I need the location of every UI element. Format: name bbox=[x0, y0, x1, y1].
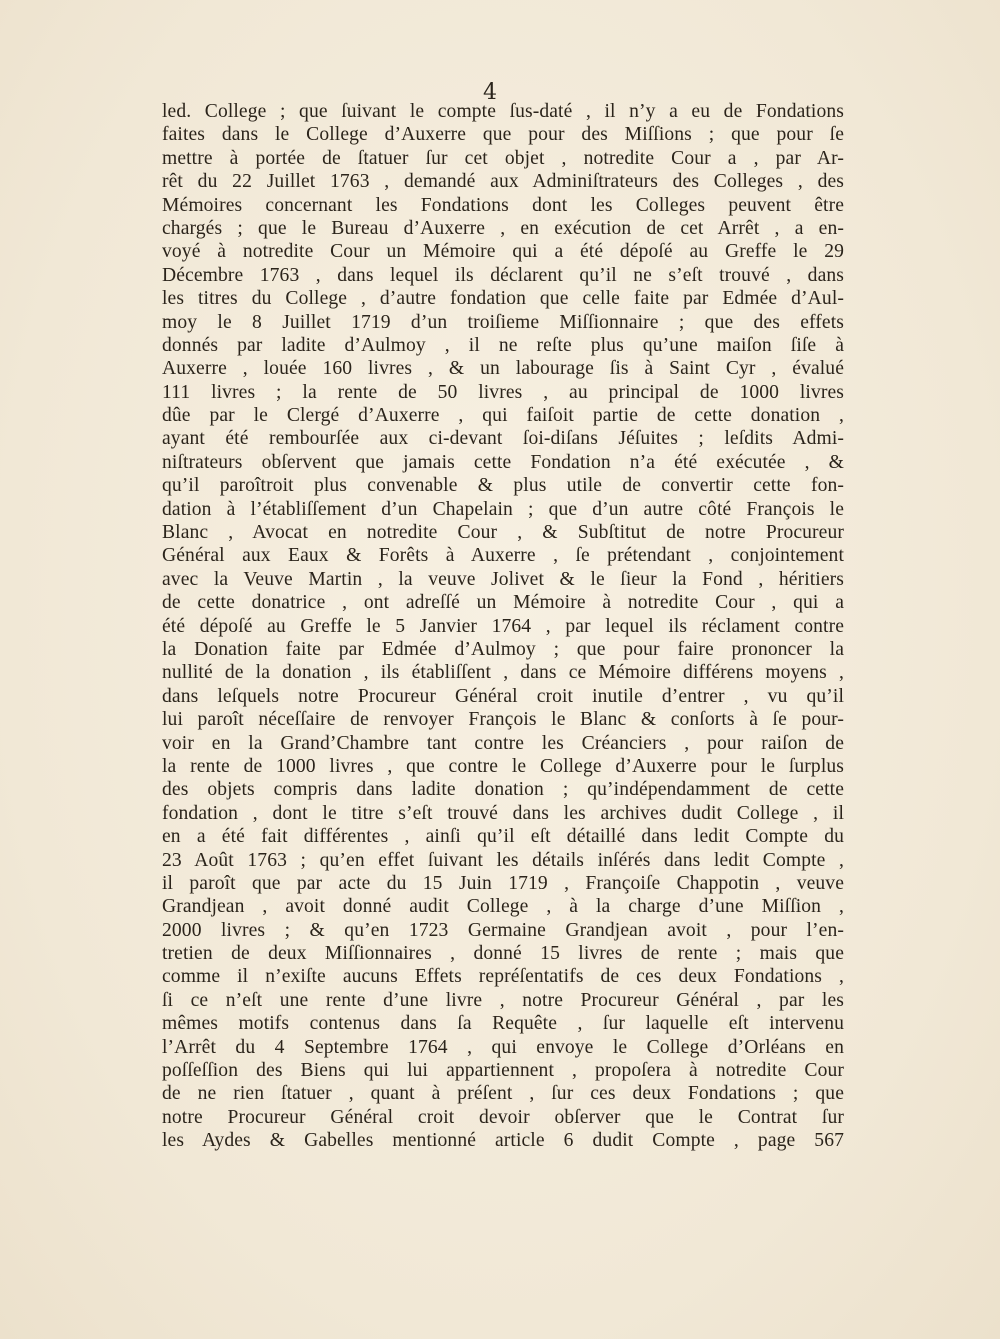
text-line: Grandjean , avoit donné audit College , à la charge d’une Miſſion , bbox=[162, 896, 844, 918]
text-line: fondation , dont le titre s’eſt trouvé dans les archives dudit College , il bbox=[162, 802, 844, 824]
text-line: l’Arrêt du 4 Septembre 1764 , qui envoye le College d’Orléans en bbox=[162, 1036, 844, 1058]
text-line: Auxerre , louée 160 livres , & un labourage ſis à Saint Cyr , évalué bbox=[162, 358, 844, 380]
text-line: 2000 livres ; & qu’en 1723 Germaine Grandjean avoit , pour l’en- bbox=[162, 919, 844, 941]
text-line: la Donation faite par Edmée d’Aulmoy ; que pour faire prononcer la bbox=[162, 638, 844, 660]
text-line: été dépoſé au Greffe le 5 Janvier 1764 , par lequel ils réclament contre bbox=[162, 615, 844, 637]
text-line: les Aydes & Gabelles mentionné article 6 dudit Compte , page 567 bbox=[162, 1130, 844, 1152]
text-line: comme il n’exiſte aucuns Effets repréſentatifs de ces deux Fondations , bbox=[162, 966, 844, 988]
text-line: nullité de la donation , ils établiſſent , dans ce Mémoire différens moyens , bbox=[162, 662, 844, 684]
text-line: la rente de 1000 livres , que contre le College d’Auxerre pour le ſurplus bbox=[162, 755, 844, 777]
text-line: faites dans le College d’Auxerre que pour des Miſſions ; que pour ſe bbox=[162, 124, 844, 146]
text-line: Général aux Eaux & Forêts à Auxerre , ſe prétendant , conjointement bbox=[162, 545, 844, 567]
text-line: voir en la Grand’Chambre tant contre les Créanciers , pour raiſon de bbox=[162, 732, 844, 754]
text-line: dans leſquels notre Procureur Général croit inutile d’entrer , vu qu’il bbox=[162, 685, 844, 707]
text-line: chargés ; que le Bureau d’Auxerre , en exécution de cet Arrêt , a en- bbox=[162, 217, 844, 239]
text-line: des objets compris dans ladite donation ; qu’indépendamment de cette bbox=[162, 779, 844, 801]
text-line: moy le 8 Juillet 1719 d’un troiſieme Miſſionnaire ; que des effets bbox=[162, 311, 844, 333]
text-line: dation à l’établiſſement d’un Chapelain ; que d’un autre côté François le bbox=[162, 498, 844, 520]
text-line: Mémoires concernant les Fondations dont les Colleges peuvent être bbox=[162, 194, 844, 216]
text-line: en a été fait différentes , ainſi qu’il eſt détaillé dans ledit Compte du bbox=[162, 826, 844, 848]
text-line: tretien de deux Miſſionnaires , donné 15 livres de rente ; mais que bbox=[162, 943, 844, 965]
page-number: 4 bbox=[483, 80, 497, 105]
text-line: 23 Août 1763 ; qu’en effet ſuivant les détails inſérés dans ledit Compte , bbox=[162, 849, 844, 871]
text-line: dûe par le Clergé d’Auxerre , qui faiſoit partie de cette donation , bbox=[162, 405, 844, 427]
text-line: Décembre 1763 , dans lequel ils déclarent qu’il ne s’eſt trouvé , dans bbox=[162, 264, 844, 286]
text-line: ſi ce n’eſt une rente d’une livre , notre Procureur Général , par les bbox=[162, 989, 844, 1011]
text-line: les titres du College , d’autre fondation que celle faite par Edmée d’Aul- bbox=[162, 288, 844, 310]
text-line: avec la Veuve Martin , la veuve Jolivet & le ſieur la Fond , héritiers bbox=[162, 568, 844, 590]
text-line: donnés par ladite d’Aulmoy , il ne reſte plus qu’une maiſon ſiſe à bbox=[162, 334, 844, 356]
text-line: lui paroît néceſſaire de renvoyer François le Blanc & conſorts à ſe pour- bbox=[162, 709, 844, 731]
text-line: de ne rien ſtatuer , quant à préſent , ſur ces deux Fondations ; que bbox=[162, 1083, 844, 1105]
text-line: Blanc , Avocat en notredite Cour , & Subſtitut de notre Procureur bbox=[162, 522, 844, 544]
text-line: mêmes motifs contenus dans ſa Requête , ſur laquelle eſt intervenu bbox=[162, 1013, 844, 1035]
text-line: poſſeſſion des Biens qui lui appartiennent , propoſera à notredite Cour bbox=[162, 1060, 844, 1082]
text-line: mettre à portée de ſtatuer ſur cet objet , notredite Cour a , par Ar- bbox=[162, 147, 844, 169]
text-line: niſtrateurs obſervent que jamais cette Fondation n’a été exécutée , & bbox=[162, 451, 844, 473]
text-line: led. College ; que ſuivant le compte ſus-daté , il n’y a eu de Fondations bbox=[162, 101, 844, 122]
body-text bbox=[162, 100, 844, 1153]
text-line: de cette donatrice , ont adreſſé un Mémoire à notredite Cour , qui a bbox=[162, 592, 844, 614]
text-line: voyé à notredite Cour un Mémoire qui a été dépoſé au Greffe le 29 bbox=[162, 241, 844, 263]
text-line: qu’il paroîtroit plus convenable & plus utile de convertir cette fon- bbox=[162, 475, 844, 497]
text-line: 111 livres ; la rente de 50 livres , au principal de 1000 livres bbox=[162, 381, 844, 403]
text-line: il paroît que par acte du 15 Juin 1719 , Françoiſe Chappotin , veuve bbox=[162, 872, 844, 894]
text-line: rêt du 22 Juillet 1763 , demandé aux Adminiſtrateurs des Colleges , des bbox=[162, 171, 844, 193]
text-line: ayant été rembourſée aux ci-devant ſoi-diſans Jéſuites ; leſdits Admi- bbox=[162, 428, 844, 450]
text-line: notre Procureur Général croit devoir obſerver que le Contrat ſur bbox=[162, 1106, 844, 1128]
